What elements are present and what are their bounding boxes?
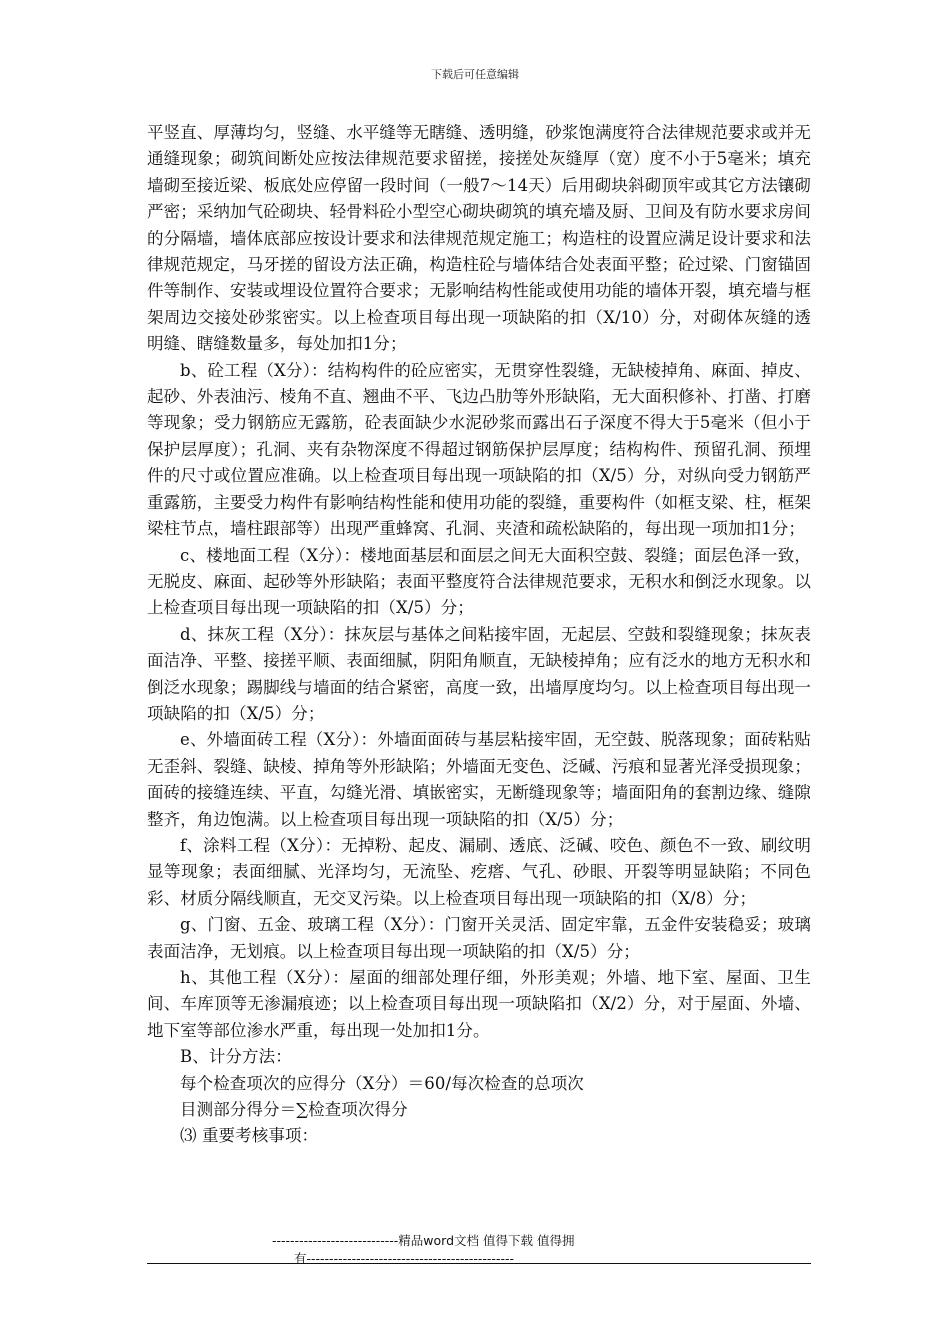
paragraph-coating: f、涂料工程（X分）：无掉粉、起皮、漏刷、透底、泛碱、咬色、颜色不一致、刷纹明显等现象；表面细腻、光泽均匀，无流坠、疙瘩、气孔、砂眼、开裂等明显缺陷；不同色彩、材质分隔线顺直，无交叉污染。以上检查项目每出现一项缺陷的扣（X/8）分； — [147, 835, 811, 908]
document-body — [147, 120, 811, 1150]
paragraph-floor: c、楼地面工程（X分）：楼地面基层和面层之间无大面积空鼓、裂缝；面层色泽一致，无脱皮、麻面、起砂等外形缺陷；表面平整度符合法律规范要求，无积水和倒泛水现象。以上检查项目每出现一项缺陷的扣（X/5）分； — [147, 545, 811, 618]
page-header: 下载后可任意编辑 — [431, 68, 519, 81]
heading-key-items: ⑶ 重要考核事项： — [180, 1126, 319, 1146]
paragraph-other: h、其他工程（X分）：屋面的细部处理仔细，外形美观；外墙、地下室、屋面、卫生间、车库顶等无渗漏痕迹；以上检查项目每出现一项缺陷扣（X/2）分，对于屋面、外墙、地下室等部位渗水严重，每出现一处加扣1分。 — [147, 968, 811, 1040]
paragraph-masonry-continued: 平竖直、厚薄均匀，竖缝、水平缝等无瞎缝、透明缝，砂浆饱满度符合法律规范要求或并无通缝现象；砌筑间断处应按法律规范要求留搓，接搓处灰缝厚（宽）度不小于5毫米；填充墙砌至接近梁、板底处应停留一段时间（一般7～14天）后用砌块斜砌顶牢或其它方法镶砌严密；采纳加气砼砌块、轻骨料砼小型空心砌块砌筑的填充墙及厨、卫间及有防水要求房间的分隔墙，墙体底部应按设计要求和法律规范规定施工；构造柱的设置应满足设计要求和法律规范规定，马牙搓的留设方法正确，构造柱砼与墙体结合处表面平整；砼过梁、门窗锚固件等制作、安装或埋设位置符合要求；无影响结构性能或使用功能的墙体开裂，填充墙与框架周边交接处砂浆密实。以上检查项目每出现一项缺陷的扣（X/10）分，对砌体灰缝的透明缝、瞎缝数量多，每处加扣1分； — [147, 123, 811, 354]
paragraph-concrete: b、砼工程（X分）：结构构件的砼应密实，无贯穿性裂缝，无缺棱掉角、麻面、掉皮、起砂、外表油污、棱角不直、翘曲不平、飞边凸肋等外形缺陷，无大面积修补、打凿、打磨等现象；受力钢筋应无露筋，砼表面缺少水泥砂浆而露出石子深度不得大于5毫米（但小于保护层厚度）；孔洞、夹有杂物深度不得超过钢筋保护层厚度；结构构件、预留孔洞、预埋件的尺寸或位置应准确。以上检查项目每出现一项缺陷的扣（X/5）分，对纵向受力钢筋严重露筋，主要受力构件有影响结构性能和使用功能的裂缝，重要构件（如框支梁、柱，框架梁柱节点，墙柱跟部等）出现严重蜂窝、孔洞、夹渣和疏松缺陷的，每出现一项加扣1分； — [147, 360, 811, 539]
paragraph-doors-windows: g、门窗、五金、玻璃工程（X分）：门窗开关灵活、固定牢靠，五金件安装稳妥；玻璃表面洁净，无划痕。以上检查项目每出现一项缺陷的扣（X/5）分； — [147, 915, 811, 961]
formula-item-score: 每个检查项次的应得分（X分）＝60/每次检查的总项次 — [180, 1073, 584, 1093]
footer-line-1: ----------------------------精品word文档 值得下载 值得拥 — [272, 1233, 575, 1248]
paragraph-exterior-tile: e、外墙面砖工程（X分）：外墙面面砖与基层粘接牢固，无空鼓、脱落现象；面砖粘贴无歪斜、裂缝、缺棱、掉角等外形缺陷；外墙面无变色、泛碱、污痕和显著光泽受损现象；面砖的接缝连续、平直，勾缝光滑、填嵌密实，无断缝现象等；墙面阳角的套割边缘、缝隙整齐，角边饱满。以上检查项目每出现一项缺陷的扣（X/5）分； — [147, 730, 811, 829]
paragraph-plaster: d、抹灰工程（X分）：抹灰层与基体之间粘接牢固，无起层、空鼓和裂缝现象；抹灰表面洁净、平整、接搓平顺、表面细腻，阴阳角顺直，无缺棱掉角；应有泛水的地方无积水和倒泛水现象；踢脚线与墙面的结合紧密，高度一致，出墙厚度均匀。以上检查项目每出现一项缺陷的扣（X/5）分； — [147, 624, 811, 723]
page-footer — [147, 1231, 811, 1271]
footer-line-2: 有---------------------------------------------- — [294, 1251, 514, 1266]
formula-visual-score: 目测部分得分＝∑检查项次得分 — [180, 1100, 408, 1120]
heading-scoring-method: B、计分方法： — [180, 1047, 292, 1067]
footer-rule — [147, 1263, 811, 1264]
